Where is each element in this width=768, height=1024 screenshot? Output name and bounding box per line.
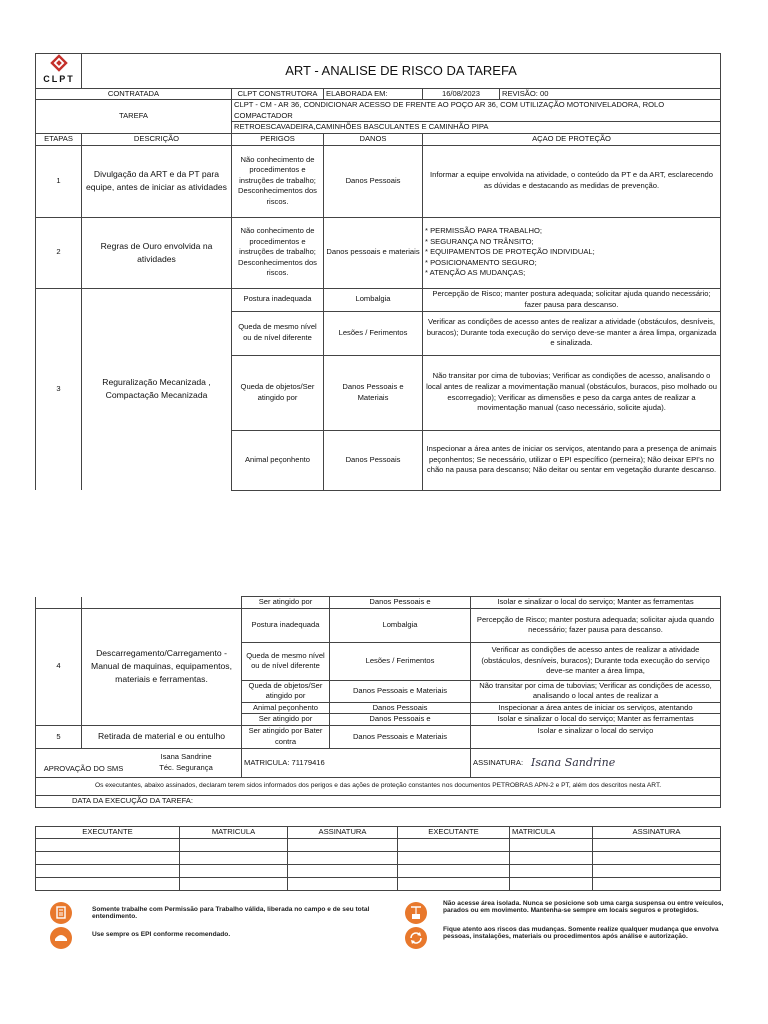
- tarefa-value: [232, 100, 721, 134]
- step-perigo: Não conhecimento de procedimentos e instruções de trabalho; Desconhecimentos dos riscos.: [232, 145, 324, 217]
- acao-item: * SEGURANÇA NO TRÂNSITO;: [425, 236, 534, 246]
- clpt-logo-icon: [37, 54, 81, 84]
- elaborada-label: ELABORADA EM:: [324, 88, 423, 100]
- exec-header: ASSINATURA: [288, 827, 398, 839]
- step-perigo: Animal peçonhento: [232, 430, 324, 490]
- step-number: 5: [36, 725, 82, 748]
- contratada-value: CLPT CONSTRUTORA: [232, 88, 324, 100]
- table-row: [36, 217, 721, 288]
- approval-row: [36, 748, 721, 777]
- assinatura-label: ASSINATURA:: [473, 757, 524, 767]
- acao-item: * POSICIONAMENTO SEGURO;: [425, 257, 537, 267]
- step-acao: Isolar e sinalizar o local do serviço; Manter as ferramentas: [471, 714, 721, 726]
- step-description: Retirada de material e ou entulho: [82, 725, 242, 748]
- step-dano: Danos Pessoais e: [330, 597, 471, 609]
- acao-item: * PERMISSÃO PARA TRABALHO;: [425, 226, 543, 236]
- acao-item: * ATENÇÃO AS MUDANÇAS;: [425, 268, 526, 278]
- step-dano: Lesões / Ferimentos: [324, 311, 423, 355]
- step-perigo: Ser atingido por: [242, 714, 330, 726]
- step-dano: Danos Pessoais e Materiais: [324, 355, 423, 430]
- step-perigo: Queda de objetos/Ser atingido por: [232, 355, 324, 430]
- art-table-part2: [35, 596, 721, 808]
- legend-text-changes: Fique atento aos riscos das mudanças. Somente realize qualquer mudança que envolva pessoas, instalações, materiais ou procedimentos após análise e autorização.: [443, 926, 719, 941]
- step-perigo: Ser atingido por: [242, 597, 330, 609]
- approver-role: Téc. Segurança: [159, 762, 213, 772]
- step-description: Descarregamento/Carregamento - Manual de maquinas, equipamentos, materiais e ferramentas.: [82, 608, 242, 725]
- step-acao: Percepção de Risco; manter postura adequada; solicitar ajuda quando necessário; fazer pausa para descanso.: [471, 608, 721, 642]
- col-header-acao: AÇAO DE PROTEÇÃO: [423, 133, 721, 145]
- declaration-row: [36, 777, 721, 795]
- step-dano: Danos Pessoais e Materiais: [330, 680, 471, 702]
- step-description: Reguralização Mecanizada , Compactação Mecanizada: [82, 288, 232, 490]
- step-perigo: Queda de mesmo nível ou de nível diferente: [232, 311, 324, 355]
- step-perigo: Postura inadequada: [242, 608, 330, 642]
- step-perigo: Ser atingido por Bater contra: [242, 725, 330, 748]
- step-dano: Danos Pessoais: [324, 430, 423, 490]
- exec-row[interactable]: [36, 838, 721, 851]
- table-row: [36, 288, 721, 311]
- step-dano: Lesões / Ferimentos: [330, 642, 471, 680]
- step-perigo: Postura inadequada: [232, 288, 324, 311]
- col-header-etapas: ETAPAS: [36, 133, 82, 145]
- step-dano: Lombalgia: [324, 288, 423, 311]
- exec-header: MATRICULA: [180, 827, 288, 839]
- contratada-label: CONTRATADA: [36, 88, 232, 100]
- step-number: 2: [36, 217, 82, 288]
- art-table-part1: [35, 53, 721, 491]
- legend-text-ppe: Use sempre os EPI conforme recomendado.: [92, 931, 231, 938]
- step-acao: Inspecionar a área antes de iniciar os serviços, atentando para a presença de animais peçonhentos; Se necessário, utilizar o EPI específico (perneira); Não deixar EPI's no chão na pausa para descanso; Não deitar ou sentar em vegetação durante descanso.: [423, 430, 721, 490]
- col-header-danos: DANOS: [324, 133, 423, 145]
- table-row: [36, 725, 721, 748]
- table-row: [36, 145, 721, 217]
- approval-matricula: MATRICULA: 71179416: [242, 748, 471, 777]
- step-description: Divulgação da ART e da PT para equipe, antes de iniciar as atividades: [82, 145, 232, 217]
- step-acao: Verificar as condições de acesso antes de realizar a atividade (obstáculos, desníveis, buracos); Durante toda execução do serviço deve-se manter a área limpa, organizada e sinalizada.: [423, 311, 721, 355]
- change-icon: [405, 927, 427, 949]
- tarefa-line2: RETROESCAVADEIRA,CAMINHÕES BASCULANTES E CAMINHÃO PIPA: [234, 122, 489, 132]
- document-icon: [50, 902, 72, 924]
- step-number: 3: [36, 288, 82, 490]
- step-dano: Danos Pessoais: [330, 702, 471, 714]
- step-dano: Danos Pessoais: [324, 145, 423, 217]
- tarefa-line1: CLPT - CM - AR 36, CONDICIONAR ACESSO DE FRENTE AO POÇO AR 36, COM UTILIZAÇÃO MOTONIVELADORA, ROLO COMPACTADOR: [232, 100, 720, 122]
- crane-load-icon: [405, 902, 427, 924]
- table-row: [36, 597, 721, 609]
- logo-text: CLPT: [42, 74, 75, 84]
- acao-item: * EQUIPAMENTOS DE PROTEÇÃO INDIVIDUAL;: [425, 247, 595, 257]
- executants-table: [35, 826, 721, 891]
- logo: [36, 54, 82, 89]
- step-acao: Percepção de Risco; manter postura adequada; solicitar ajuda quando necessário; fazer pausa para descanso.: [423, 288, 721, 311]
- execution-date-row: [36, 795, 721, 807]
- step-acao: Não transitar por cima de tubovias; Verificar as condições de acesso, analisando o local antes de realizar a: [471, 680, 721, 702]
- revisao: REVISÃO: 00: [500, 88, 721, 100]
- elaborada-value: 16/08/2023: [423, 88, 500, 100]
- step-dano: Danos pessoais e materiais: [324, 217, 423, 288]
- declaration-text: Os executantes, abaixo assinados, declaram terem sidos informados dos perigos e das ações de proteção constantes nos documentos PETROBRAS APN-2 e PT, além dos descritos nesta ART.: [36, 777, 721, 795]
- exec-header: MATRICULA: [510, 827, 593, 839]
- step-acao: Isolar e sinalizar o local do serviço: [471, 725, 721, 748]
- exec-row[interactable]: [36, 851, 721, 864]
- legend-text-isolated-area: Não acesse área isolada. Nunca se posicione sob uma carga suspensa ou entre veículos, parados ou em movimento. Mantenha-se sempre em locais seguros e protegidos.: [443, 900, 724, 915]
- legend-text-permit: Somente trabalhe com Permissão para Trabalho válida, liberada no campo e de seu total entendimento.: [92, 906, 370, 921]
- step-perigo: Queda de mesmo nível ou de nível diferente: [242, 642, 330, 680]
- exec-row[interactable]: [36, 864, 721, 877]
- step-number: 4: [36, 608, 82, 725]
- table-row: [36, 608, 721, 642]
- step-acao: Isolar e sinalizar o local do serviço; Manter as ferramentas: [471, 597, 721, 609]
- approver-name: Isana Sandrine: [160, 751, 212, 761]
- col-header-perigos: PERIGOS: [232, 133, 324, 145]
- step-acao-list: [423, 217, 721, 288]
- approval-label: APROVAÇÃO DO SMS: [43, 764, 124, 774]
- step-acao: Informar a equipe envolvida na atividade, o conteúdo da PT e da ART, esclarecendo as dúvidas e destacando as medidas de prevenção.: [423, 145, 721, 217]
- ppe-icon: [50, 927, 72, 949]
- step-perigo: Não conhecimento de procedimentos e instruções de trabalho; Desconhecimentos dos riscos.: [232, 217, 324, 288]
- approver-signature: Isana Sandrine: [531, 755, 616, 769]
- col-header-descricao: DESCRIÇÃO: [82, 133, 232, 145]
- step-number: 1: [36, 145, 82, 217]
- step-acao: Inspecionar a área antes de iniciar os serviços, atentando: [471, 702, 721, 714]
- execution-date-label: DATA DA EXECUÇÃO DA TAREFA:: [36, 795, 721, 807]
- exec-header: ASSINATURA: [593, 827, 721, 839]
- page-title: ART - ANALISE DE RISCO DA TAREFA: [82, 54, 721, 89]
- exec-row[interactable]: [36, 877, 721, 890]
- step-dano: Danos Pessoais e Materiais: [330, 725, 471, 748]
- step-acao: Não transitar por cima de tubovias; Verificar as condições de acesso, analisando o local antes de realizar a movimentação manual (obstáculos, buracos, piso molhado ou escorregadio); Verificar as dimensões e peso da carga antes de realizar a movimentação manual (caso necessário, solicite ajuda).: [423, 355, 721, 430]
- step-perigo: Animal peçonhento: [242, 702, 330, 714]
- step-acao: Verificar as condições de acesso antes de realizar a atividade (obstáculos, desníveis, buracos); Durante toda execução do serviço deve-se manter a área limpa,: [471, 642, 721, 680]
- tarefa-label: TAREFA: [36, 100, 232, 134]
- exec-header: EXECUTANTE: [36, 827, 180, 839]
- step-description: Regras de Ouro envolvida na atividades: [82, 217, 232, 288]
- step-perigo: Queda de objetos/Ser atingido por: [242, 680, 330, 702]
- step-dano: Danos Pessoais e: [330, 714, 471, 726]
- exec-header: EXECUTANTE: [398, 827, 510, 839]
- step-dano: Lombalgia: [330, 608, 471, 642]
